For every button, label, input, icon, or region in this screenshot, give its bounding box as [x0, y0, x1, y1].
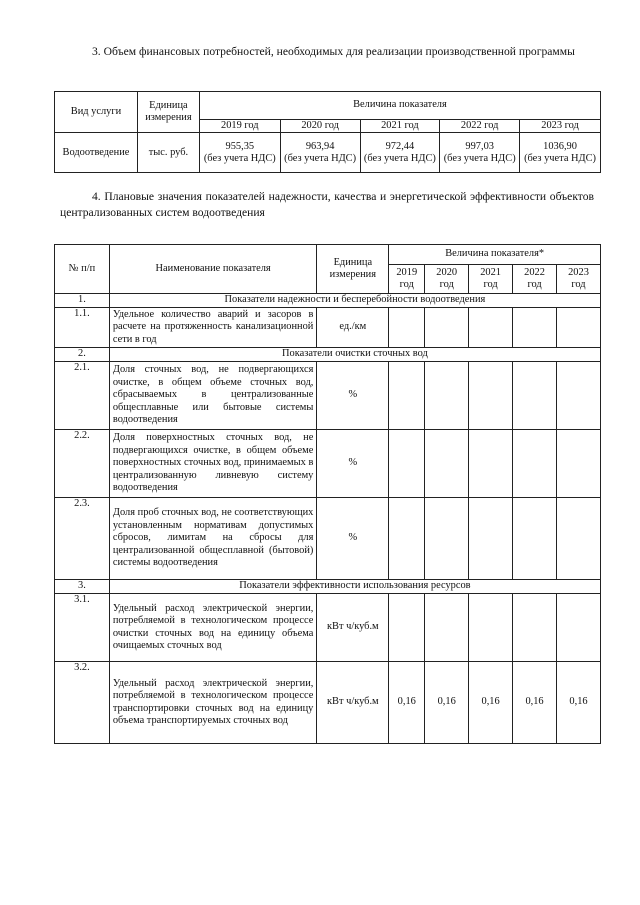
value-cell: [425, 308, 469, 348]
header-value: Величина показателя: [199, 92, 600, 120]
value-cell: [513, 308, 557, 348]
value-cell: [389, 362, 425, 430]
value-cell: [557, 308, 601, 348]
row-num: 3.2.: [55, 662, 110, 744]
section-4-heading: [60, 189, 594, 220]
value-cell: [425, 498, 469, 580]
value-amount: 1036,90: [543, 140, 577, 152]
value-amount: 997,03: [465, 140, 494, 152]
value-note: (без учета НДС): [443, 152, 516, 164]
value-note: (без учета НДС): [363, 152, 436, 164]
value-cell: [557, 594, 601, 662]
value-note: (без учета НДС): [203, 152, 276, 164]
value-amount: 963,94: [305, 140, 335, 152]
row-unit: ед./км: [317, 308, 389, 348]
row-name: Доля поверхностных сточных вод, не подвергающихся очистке, в общем объеме поверхностных сточных вод, принимаемых в централизованную ливневую систему водоотведения: [109, 430, 317, 498]
value-cell: [389, 308, 425, 348]
row-name: Удельный расход электрической энергии, потребляемой в технологическом процессе очистки сточных вод на единицу объема очищаемых сточных вод: [109, 594, 317, 662]
value-note: (без учета НДС): [524, 152, 597, 164]
value-cell: 0,16: [513, 662, 557, 744]
value-note: (без учета НДС): [284, 152, 357, 164]
header-name: Наименование показателя: [109, 245, 317, 294]
header-unit: Единица измерения: [137, 92, 199, 133]
value-cell: [557, 498, 601, 580]
header-service: Вид услуги: [55, 92, 138, 133]
table-row: [55, 498, 601, 580]
row-name: Удельное количество аварий и засоров в расчете на протяженность канализационной сети в год: [109, 308, 317, 348]
year-header: 2019 год: [389, 265, 425, 294]
value-cell: [425, 362, 469, 430]
value-cell: [557, 362, 601, 430]
row-num: 2.3.: [55, 498, 110, 580]
section-3-heading: [60, 44, 594, 60]
value-cell: 0,16: [389, 662, 425, 744]
value-cell: [513, 362, 557, 430]
header-unit: Единица измерения: [317, 245, 389, 294]
table-row: [55, 430, 601, 498]
value-cell: [557, 430, 601, 498]
year-header: 2023 год: [520, 120, 601, 133]
table-row: [55, 662, 601, 744]
year-header: 2022 год: [513, 265, 557, 294]
unit-cell: тыс. руб.: [137, 133, 199, 173]
row-num: 1.1.: [55, 308, 110, 348]
row-num: 2.2.: [55, 430, 110, 498]
row-unit: %: [317, 362, 389, 430]
value-cell: [425, 594, 469, 662]
group-title: Показатели надежности и бесперебойности водоотведения: [109, 294, 600, 308]
group-title: Показатели эффективности использования ресурсов: [109, 580, 600, 594]
header-num: № п/п: [55, 245, 110, 294]
year-header: 2019 год: [199, 120, 280, 133]
value-cell: [469, 308, 513, 348]
value-cell: [469, 362, 513, 430]
year-header: 2022 год: [440, 120, 520, 133]
value-cell: [440, 133, 520, 173]
value-cell: 0,16: [557, 662, 601, 744]
section-4-title: 4. Плановые значения показателей надежности, качества и энергетической эффективности объектов централизованных систем водоотведения: [60, 190, 594, 219]
row-unit: кВт ч/куб.м: [317, 594, 389, 662]
row-unit: %: [317, 498, 389, 580]
value-cell: [469, 498, 513, 580]
row-name: Доля сточных вод, не подвергающихся очистке, в общем объеме сточных вод, сбрасываемых в централизованные общесплавные или бытовые системы водоотведения: [109, 362, 317, 430]
group-num: 1.: [55, 294, 110, 308]
group-row: [55, 294, 601, 308]
value-cell: [469, 594, 513, 662]
row-unit: кВт ч/куб.м: [317, 662, 389, 744]
row-num: 2.1.: [55, 362, 110, 430]
row-name: Удельный расход электрической энергии, потребляемой в технологическом процессе транспортировки сточных вод на единицу объема транспортируемых сточных вод: [109, 662, 317, 744]
year-header: 2020 год: [280, 120, 360, 133]
group-num: 3.: [55, 580, 110, 594]
value-cell: 0,16: [469, 662, 513, 744]
value-amount: 955,35: [225, 140, 255, 152]
indicators-table: [54, 244, 601, 744]
table-row: [55, 308, 601, 348]
table-row: [55, 133, 601, 173]
row-name: Доля проб сточных вод, не соответствующих установленным нормативам допустимых сбросов, лимитам на сбросы для централизованной общесплавной (бытовой) системы водоотведения: [109, 498, 317, 580]
value-cell: [513, 498, 557, 580]
value-amount: 972,44: [385, 140, 415, 152]
value-cell: [513, 594, 557, 662]
value-cell: [513, 430, 557, 498]
value-cell: [389, 430, 425, 498]
value-cell: [469, 430, 513, 498]
row-unit: %: [317, 430, 389, 498]
year-header: 2023 год: [557, 265, 601, 294]
group-title: Показатели очистки сточных вод: [109, 348, 600, 362]
year-header: 2021 год: [360, 120, 440, 133]
value-cell: [520, 133, 601, 173]
group-num: 2.: [55, 348, 110, 362]
group-row: [55, 580, 601, 594]
year-header: 2021 год: [469, 265, 513, 294]
value-cell: 0,16: [425, 662, 469, 744]
section-3-title: 3. Объем финансовых потребностей, необходимых для реализации производственной программы: [92, 45, 575, 58]
service-cell: Водоотведение: [55, 133, 138, 173]
header-value: Величина показателя*: [389, 245, 601, 265]
financial-needs-table: [54, 91, 601, 173]
value-cell: [389, 498, 425, 580]
value-cell: [360, 133, 440, 173]
value-cell: [389, 594, 425, 662]
table-row: [55, 594, 601, 662]
value-cell: [199, 133, 280, 173]
row-num: 3.1.: [55, 594, 110, 662]
value-cell: [425, 430, 469, 498]
table-row: [55, 362, 601, 430]
value-cell: [280, 133, 360, 173]
group-row: [55, 348, 601, 362]
year-header: 2020 год: [425, 265, 469, 294]
